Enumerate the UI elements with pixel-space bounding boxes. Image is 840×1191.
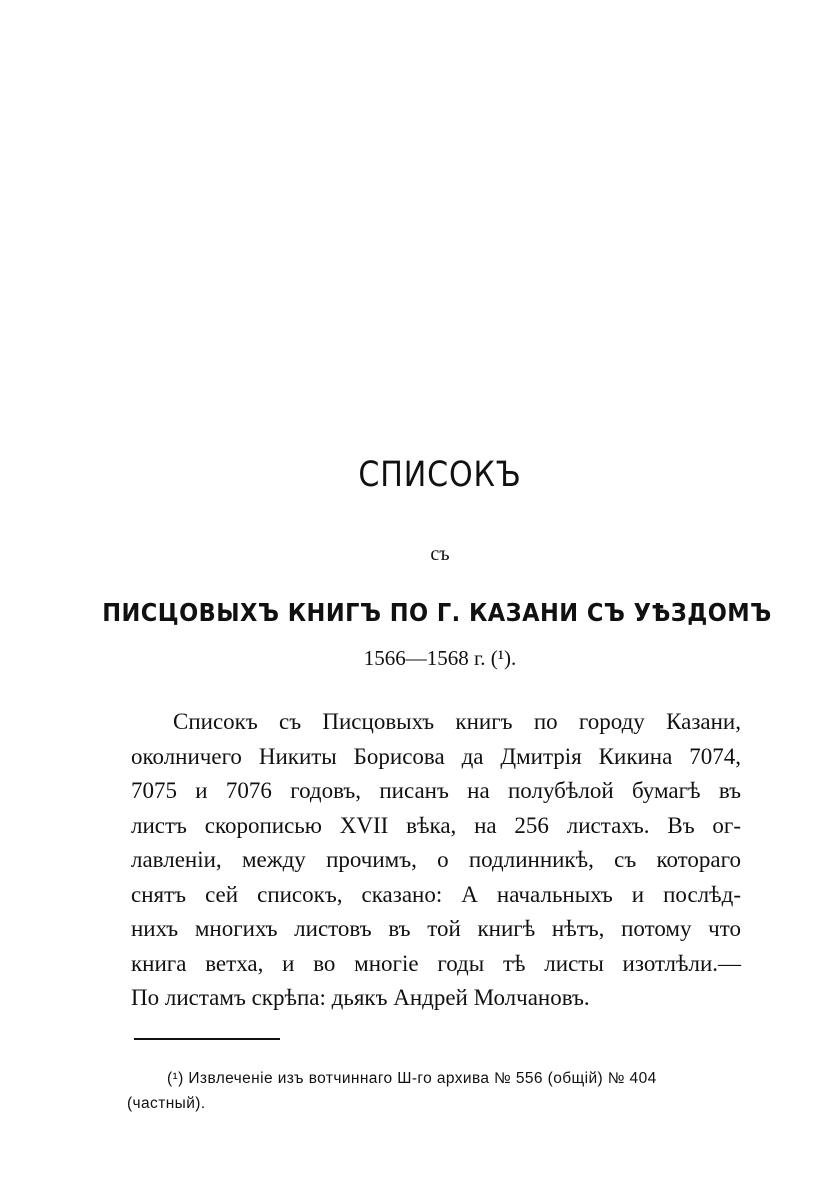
- body-line: книга ветха, и во многіе годы тѣ листы изотлѣли.—: [131, 950, 741, 976]
- body-paragraph: [131, 705, 741, 1016]
- footnote-line: (частный).: [127, 1095, 206, 1112]
- footnote-line: (¹) Извлеченіе изъ вотчиннаго Ш-го архива № 556 (общій) № 404: [167, 1070, 657, 1087]
- body-line: нихъ многихъ листовъ въ той книгѣ нѣтъ, потому что: [131, 916, 741, 941]
- section-heading: ПИСЦОВЫХЪ КНИГЪ ПО Г. КАЗАНИ СЪ УѢЗДОМЪ: [102, 598, 772, 627]
- footnote-separator: [134, 1038, 280, 1040]
- page-title: СПИСОКЪ: [358, 455, 522, 495]
- body-line: 7075 и 7076 годовъ, писанъ на полубѣлой бумагѣ въ: [131, 778, 741, 803]
- footnote: [127, 1066, 741, 1116]
- title-preposition: съ: [430, 543, 450, 565]
- date-line: 1566—1568 г. (¹).: [363, 646, 517, 670]
- body-line: Списокъ съ Писцовыхъ книгъ по городу Казани,: [173, 709, 741, 734]
- body-line: листъ скорописью XVII вѣка, на 256 листахъ. Въ ог-: [131, 812, 741, 838]
- body-line: По листамъ скрѣпа: дьякъ Андрей Молчановъ.: [131, 985, 590, 1010]
- body-line: снятъ сей списокъ, сказано: А начальныхъ и послѣд-: [131, 881, 741, 907]
- body-line: околничего Никиты Борисова да Дмитрія Кикина 7074,: [131, 743, 741, 769]
- body-line: лавленіи, между прочимъ, о подлинникѣ, съ котораго: [131, 847, 741, 872]
